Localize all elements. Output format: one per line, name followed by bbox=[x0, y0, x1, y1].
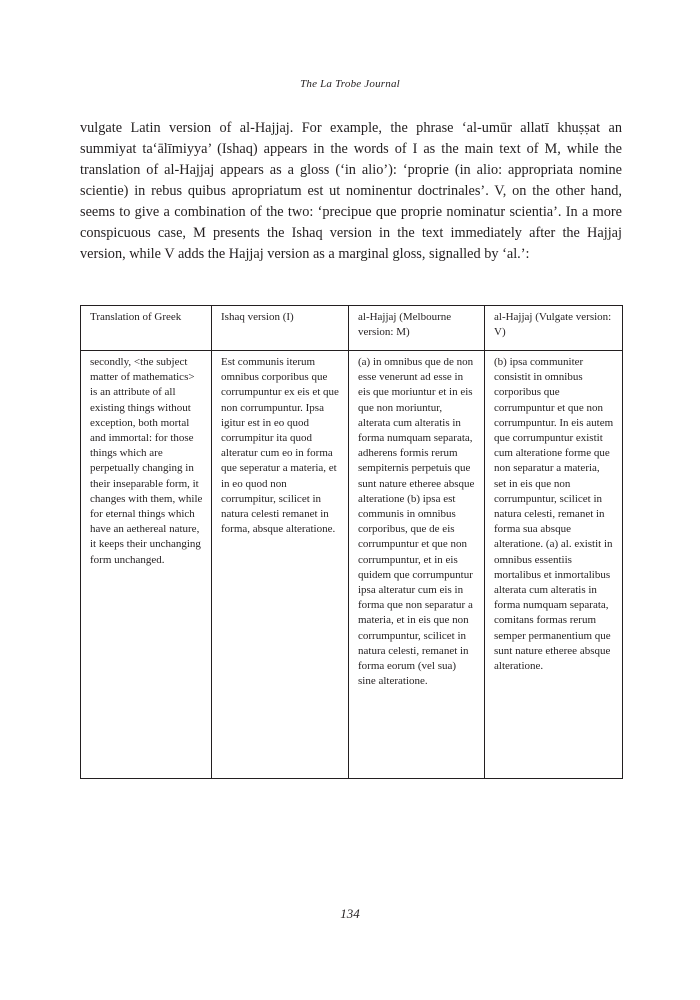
body-paragraph: vulgate Latin version of al-Hajjaj. For example, the phrase ‘al-umūr allatī khuṣṣat an summiyat ta‘ālīmiyya’ (Ishaq) appears in the words of I as the main text of M, while the translation of al-Hajjaj appears as a gloss (‘in alio’): ‘proprie (in alio: appropriata nomine scientie) in rebus quibus apropriatum est ut nominentur doctrinales’. V, on the other hand, seems to give a combination of the two: ‘precipue que proprie nominatur scientia’. In a more conspicuous case, M presents the Ishaq version in the text immediately after the Hajjaj version, while V adds the Hajjaj version as a marginal gloss, signalled by ‘al.’: bbox=[80, 120, 622, 262]
column-header-melbourne: al-Hajjaj (Melbourne version: M) bbox=[349, 306, 485, 351]
running-head: The La Trobe Journal bbox=[300, 78, 400, 90]
column-header-ishaq: Ishaq version (I) bbox=[212, 306, 349, 351]
table-row bbox=[81, 351, 623, 779]
page-number: 134 bbox=[340, 906, 360, 921]
cell-melbourne-version: (a) in omnibus que de non esse venerunt ad esse in eis que moriuntur et in eis que non moriuntur, alterata cum alteratis in forma numquam separata, adherens formis rerum sempiternis perpetuis que sunt nature etheree absque alteratione (b) ipsa est communis in omnibus corporibus, que de eis corrumpuntur et que non corrumpuntur, et in eis quidem que corrumpuntur ipsa alteratur cum eis in forma que non separatur a materia, et in eis que non corrumpuntur, scilicet in natura celesti, remanet in forma eorum (vel sua) sine alteratione. bbox=[349, 351, 485, 779]
cell-greek-translation: secondly, <the subject matter of mathematics> is an attribute of all existing things without exception, both mortal and immortal: for those things which are perpetually changing in their inseparable form, it changes with them, while for eternal things which have an aethereal nature, it keeps their unchanging form unchanged. bbox=[81, 351, 212, 779]
comparison-table bbox=[80, 305, 623, 779]
table-header-row bbox=[81, 306, 623, 351]
column-header-greek: Translation of Greek bbox=[81, 306, 212, 351]
cell-ishaq-version: Est communis iterum omnibus corporibus que corrumpuntur ex eis et que non corrumpuntur. Ipsa igitur est in eo quod corrumpitur ita quod alteratur cum eo in forma que seperatur a materia, et in eo quod non corrumpitur, scilicet in natura celesti remanet in forma, absque alteratione. bbox=[212, 351, 349, 779]
column-header-vulgate: al-Hajjaj (Vulgate version: V) bbox=[485, 306, 623, 351]
cell-vulgate-version: (b) ipsa communiter consistit in omnibus corporibus que corrumpuntur et que non corrumpuntur. In eis autem que corrumpuntur existit cum alteratione forme que non separatur a materia, set in eis que non corrumpuntur, scilicet in natura celesti, remanet in forma sua absque alteratione. (a) al. existit in omnibus essentiis mortalibus et inmortalibus alterata cum alteratis in forma numquam separata, comitans formas rerum semper permanentium que sunt nature etheree absque alteratione. bbox=[485, 351, 623, 779]
